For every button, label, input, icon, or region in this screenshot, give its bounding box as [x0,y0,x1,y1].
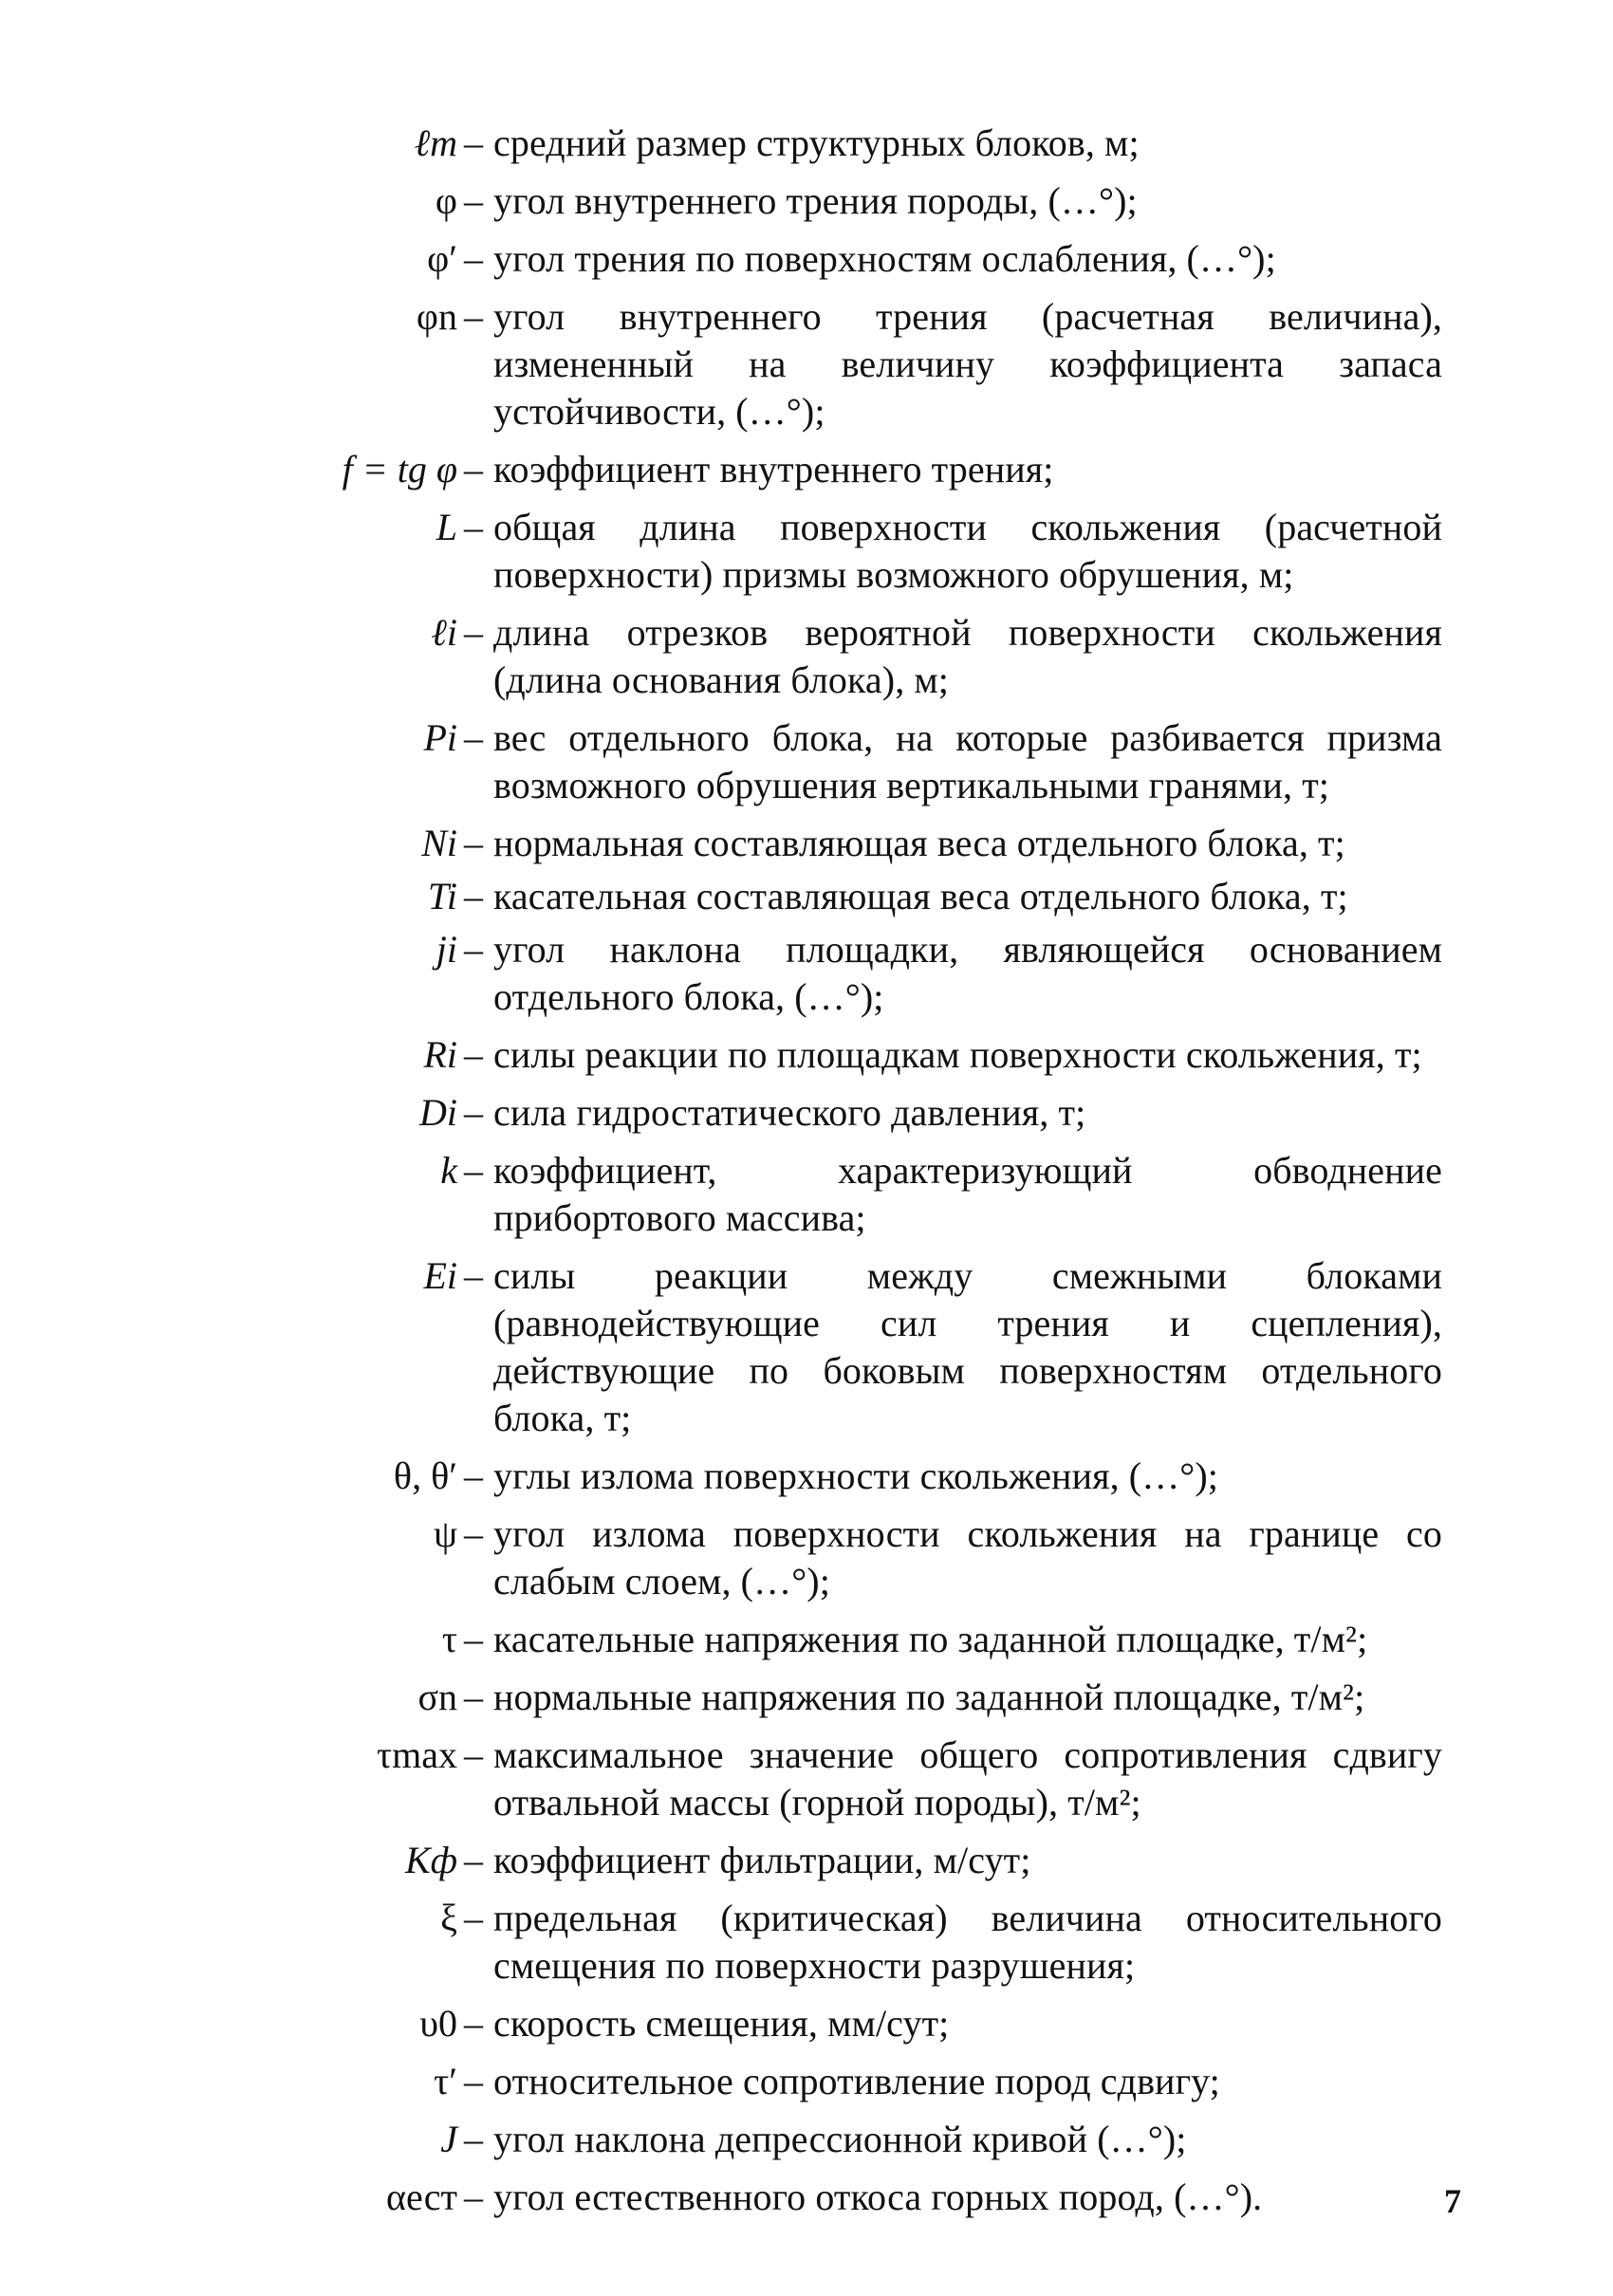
glossary-definition: длина отрезков вероятной поверхности скольжения (длина основания блока), м; [493,611,1442,701]
glossary-entry [228,1616,1442,1663]
symbol-glossary [228,120,1442,2231]
glossary-definition: касательные напряжения по заданной площадке, т/м²; [493,1618,1368,1660]
glossary-entry [228,1147,1442,1242]
glossary-definition: угол излома поверхности скольжения на границе со слабым слоем, (…°); [493,1512,1442,1602]
term-dash: – [464,506,483,548]
term-dash: – [464,822,483,864]
glossary-definition: угол трения по поверхностям ослабления, (…°); [493,237,1276,280]
glossary-term: f = tg φ [342,448,457,491]
glossary-term: τ [441,1618,457,1660]
glossary-entry [228,1510,1442,1605]
glossary-definition: силы реакции между смежными блоками (равнодействующие сил трения и сцепления), действующие по боковым поверхностям отдельного блока, т; [493,1254,1442,1439]
glossary-entry [228,873,1442,920]
glossary-definition: скорость смещения, мм/сут; [493,2002,950,2045]
glossary-definition: углы излома поверхности скольжения, (…°); [493,1454,1219,1497]
glossary-definition: угол естественного откоса горных пород, (…°). [493,2176,1263,2218]
glossary-entry [228,446,1442,493]
glossary-term: ji [436,928,457,971]
term-dash: – [464,1676,483,1718]
glossary-term: σn [417,1676,457,1718]
glossary-entry [228,820,1442,867]
glossary-entry [228,2174,1442,2221]
glossary-term: αест [386,2176,457,2218]
glossary-entry [228,1674,1442,1721]
term-dash: – [464,928,483,971]
term-dash: – [464,2060,483,2102]
glossary-term: Di [419,1091,457,1134]
glossary-entry [228,1731,1442,1826]
glossary-term: Ei [423,1254,457,1297]
glossary-definition: силы реакции по площадкам поверхности скольжения, т; [493,1033,1422,1076]
glossary-term: ψ [433,1512,457,1555]
glossary-term: υ0 [419,2002,457,2045]
glossary-definition: максимальное значение общего сопротивления сдвигу отвальной массы (горной породы), т/м²; [493,1733,1442,1824]
glossary-definition: угол внутреннего трения породы, (…°); [493,179,1138,222]
glossary-term: ℓт [414,121,457,164]
glossary-term: θ, θ′ [393,1454,457,1497]
glossary-term: J [440,2118,457,2160]
glossary-term: k [440,1149,457,1192]
glossary-term: Ri [423,1033,457,1076]
glossary-definition: предельная (критическая) величина относительного смещения по поверхности разрушения; [493,1897,1442,1987]
glossary-entry [228,2116,1442,2163]
glossary-entry [228,609,1442,704]
term-dash: – [464,2118,483,2160]
term-dash: – [464,1839,483,1881]
glossary-definition: коэффициент фильтрации, м/сут; [493,1839,1031,1881]
glossary-entry [228,1252,1442,1442]
term-dash: – [464,448,483,491]
glossary-entry [228,120,1442,167]
glossary-term: Ti [427,875,457,917]
term-dash: – [464,237,483,280]
term-dash: – [464,1733,483,1776]
term-dash: – [464,1149,483,1192]
glossary-entry [228,1453,1442,1500]
term-dash: – [464,295,483,338]
glossary-entry [228,235,1442,283]
term-dash: – [464,1033,483,1076]
term-dash: – [464,1454,483,1497]
glossary-entry [228,293,1442,435]
page-number: 7 [1444,2182,1461,2220]
glossary-entry [228,2000,1442,2047]
glossary-entry [228,1837,1442,1884]
glossary-entry [228,2058,1442,2105]
glossary-definition: средний размер структурных блоков, м; [493,121,1140,164]
term-dash: – [464,2176,483,2218]
glossary-definition: угол наклона депрессионной кривой (…°); [493,2118,1187,2160]
term-dash: – [464,1897,483,1939]
term-dash: – [464,1618,483,1660]
glossary-term: L [436,506,457,548]
glossary-term: φ [435,179,457,222]
glossary-definition: нормальные напряжения по заданной площадке, т/м²; [493,1676,1365,1718]
glossary-definition: угол внутреннего трения (расчетная величина), измененный на величину коэффициента запаса устойчивости, (…°); [493,295,1442,433]
term-dash: – [464,716,483,759]
term-dash: – [464,2002,483,2045]
glossary-term: Ni [421,822,457,864]
glossary-definition: коэффициент, характеризующий обводнение прибортового массива; [493,1149,1442,1239]
glossary-term: ℓi [431,611,457,654]
glossary-term: τmax [377,1733,457,1776]
term-dash: – [464,875,483,917]
glossary-term: φn [416,295,457,338]
term-dash: – [464,611,483,654]
glossary-entry [228,926,1442,1021]
glossary-definition: относительное сопротивление пород сдвигу; [493,2060,1220,2102]
glossary-entry [228,1031,1442,1079]
term-dash: – [464,121,483,164]
glossary-definition: нормальная составляющая веса отдельного блока, т; [493,822,1345,864]
glossary-entry [228,504,1442,599]
glossary-definition: сила гидростатического давления, т; [493,1091,1086,1134]
term-dash: – [464,1254,483,1297]
glossary-entry [228,1089,1442,1137]
glossary-entry [228,177,1442,225]
glossary-term: Pi [423,716,457,759]
glossary-term: τ′ [434,2060,457,2102]
glossary-term: ξ [440,1897,457,1939]
term-dash: – [464,1512,483,1555]
glossary-definition: угол наклона площадки, являющейся основанием отдельного блока, (…°); [493,928,1442,1018]
glossary-term: Кф [405,1839,457,1881]
glossary-definition: общая длина поверхности скольжения (расчетной поверхности) призмы возможного обрушения, м; [493,506,1442,596]
term-dash: – [464,1091,483,1134]
term-dash: – [464,179,483,222]
glossary-definition: коэффициент внутреннего трения; [493,448,1054,491]
glossary-entry [228,1895,1442,1990]
glossary-entry [228,714,1442,809]
glossary-definition: вес отдельного блока, на которые разбивается призма возможного обрушения вертикальными гранями, т; [493,716,1442,806]
glossary-term: φ′ [427,237,457,280]
glossary-definition: касательная составляющая веса отдельного блока, т; [493,875,1348,917]
